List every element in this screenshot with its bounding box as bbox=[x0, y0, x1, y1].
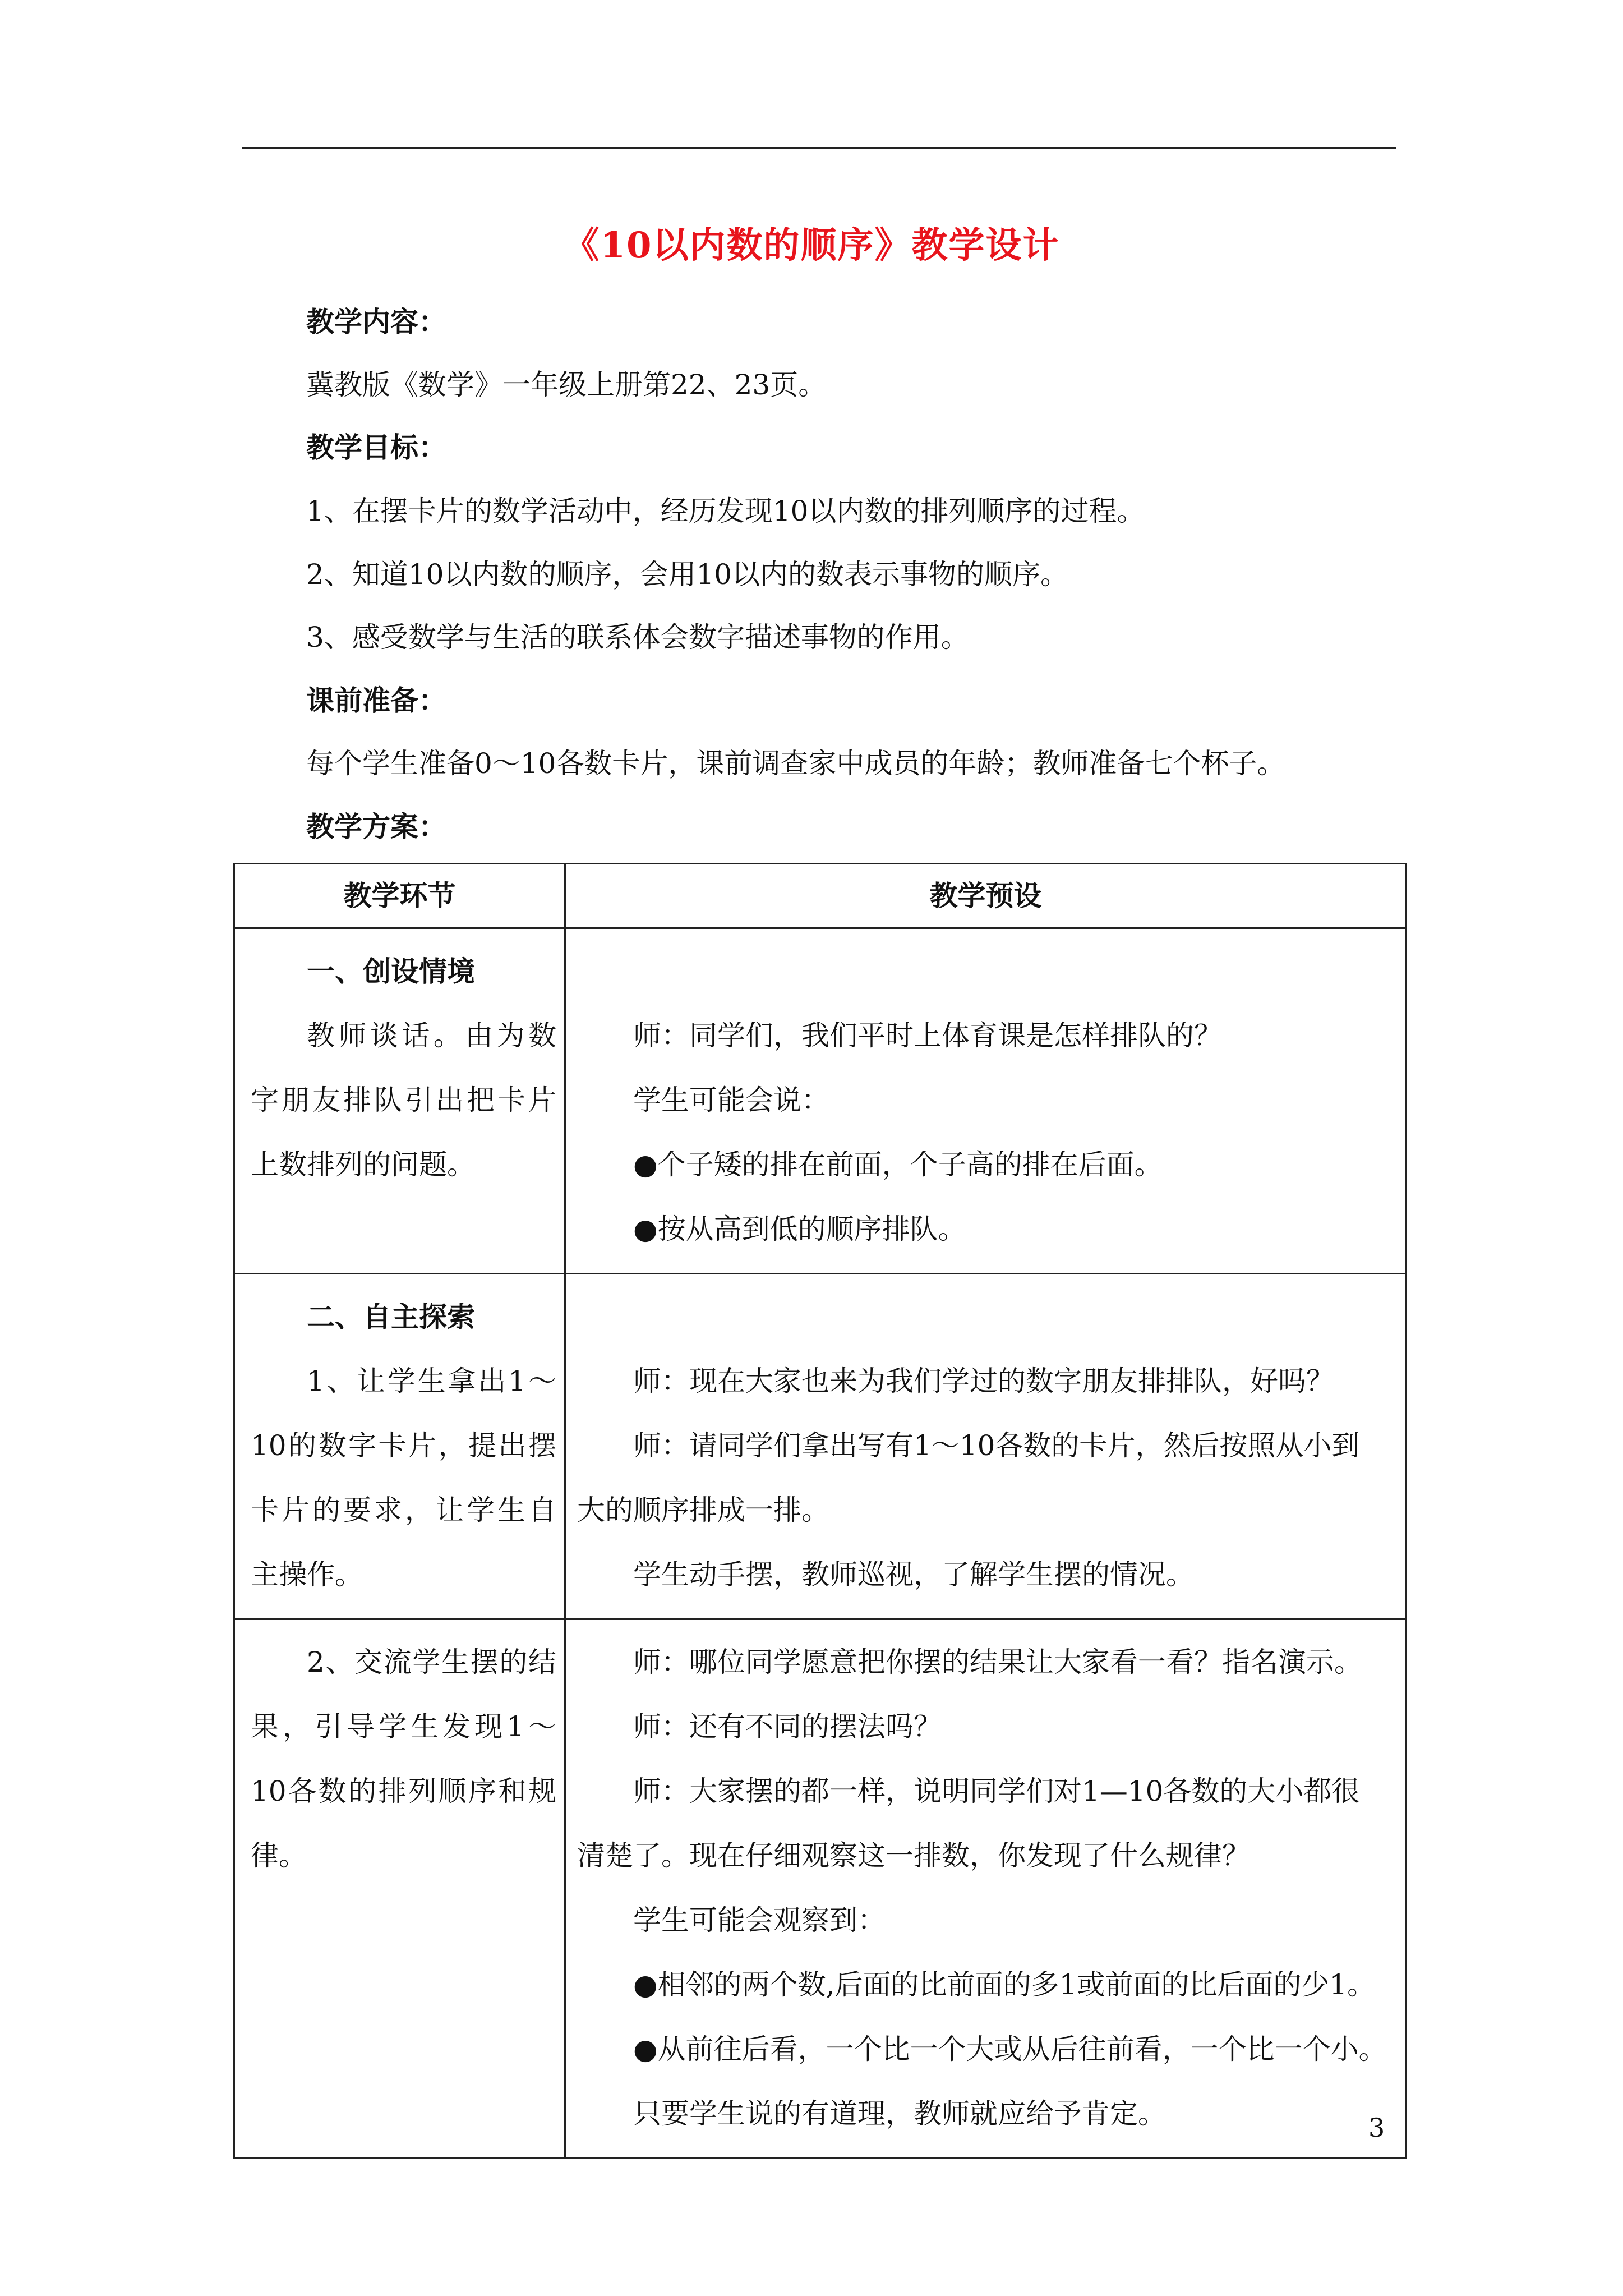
stage-cell bbox=[234, 928, 565, 1274]
preset-line: ●按从高到低的顺序排队。 bbox=[633, 1213, 966, 1245]
preset-line: ●个子矮的排在前面，个子高的排在后面。 bbox=[633, 1148, 1163, 1181]
stage-title: 二、自主探索 bbox=[307, 1300, 475, 1333]
prep-text: 每个学生准备0～10各数卡片，课前调查家中成员的年龄；教师准备七个杯子。 bbox=[306, 747, 1285, 780]
header-cell-stage: 教学环节 bbox=[234, 864, 565, 928]
stage-text: 2、交流学生摆的结果，引导学生发现1～10各数的排列顺序和规律。 bbox=[251, 1646, 556, 1872]
prep-heading: 课前准备： bbox=[306, 684, 446, 717]
preset-line: 师：哪位同学愿意把你摆的结果让大家看一看？指名演示。 bbox=[633, 1646, 1362, 1678]
preset-line: 师：同学们，我们平时上体育课是怎样排队的？ bbox=[633, 1019, 1222, 1052]
table-row bbox=[234, 928, 1407, 1274]
content-text: 冀教版《数学》一年级上册第22、23页。 bbox=[306, 369, 827, 401]
preset-line: 学生可能会观察到： bbox=[633, 1904, 886, 1936]
preset-line: 师：请同学们拿出写有1～10各数的卡片，然后按照从小到 bbox=[633, 1429, 1360, 1462]
page-number: 3 bbox=[1368, 2113, 1385, 2143]
preset-line: 学生动手摆，教师巡视，了解学生摆的情况。 bbox=[633, 1558, 1194, 1591]
table-row bbox=[234, 1274, 1407, 1619]
stage-title: 一、创设情境 bbox=[307, 955, 475, 988]
plan-heading: 教学方案： bbox=[306, 810, 446, 843]
goal-item-3: 3、感受数学与生活的联系体会数字描述事物的作用。 bbox=[306, 621, 969, 654]
stage-cell bbox=[234, 1274, 565, 1619]
goals-heading: 教学目标： bbox=[306, 431, 446, 464]
goal-item-1: 1、在摆卡片的数学活动中，经历发现10以内数的排列顺序的过程。 bbox=[306, 495, 1145, 527]
preset-line: 师：还有不同的摆法吗？ bbox=[633, 1710, 942, 1743]
preset-line: ●从前往后看，一个比一个大或从后往前看，一个比一个小。 bbox=[633, 2033, 1387, 2065]
document-title: 《10以内数的顺序》教学设计 bbox=[563, 224, 1060, 266]
preset-line-continued: 大的顺序排成一排。 bbox=[577, 1494, 829, 1526]
content-heading: 教学内容： bbox=[306, 305, 446, 338]
preset-line-continued: 清楚了。现在仔细观察这一排数，你发现了什么规律？ bbox=[577, 1839, 1250, 1872]
header-rule bbox=[242, 147, 1396, 149]
teaching-plan-table bbox=[233, 863, 1407, 2159]
preset-line: 学生可能会说： bbox=[633, 1084, 829, 1116]
stage-text: 1、让学生拿出1～10的数字卡片，提出摆卡片的要求，让学生自主操作。 bbox=[251, 1365, 556, 1591]
header-cell-preset: 教学预设 bbox=[565, 864, 1407, 928]
preset-line: ●相邻的两个数,后面的比前面的多1或前面的比后面的少1。 bbox=[633, 1968, 1376, 2001]
table-header-row bbox=[234, 864, 1407, 928]
preset-line: 只要学生说的有道理，教师就应给予肯定。 bbox=[633, 2097, 1166, 2130]
goal-item-2: 2、知道10以内数的顺序，会用10以内的数表示事物的顺序。 bbox=[306, 558, 1069, 591]
stage-cell bbox=[234, 1619, 565, 2159]
preset-line: 师：大家摆的都一样，说明同学们对1—10各数的大小都很 bbox=[633, 1775, 1360, 1807]
stage-text: 教师谈话。由为数字朋友排队引出把卡片上数排列的问题。 bbox=[251, 1019, 556, 1181]
preset-cell bbox=[565, 1274, 1407, 1619]
preset-cell bbox=[565, 928, 1407, 1274]
preset-cell bbox=[565, 1619, 1407, 2159]
table-row bbox=[234, 1619, 1407, 2159]
preset-line: 师：现在大家也来为我们学过的数字朋友排排队，好吗？ bbox=[633, 1365, 1334, 1397]
